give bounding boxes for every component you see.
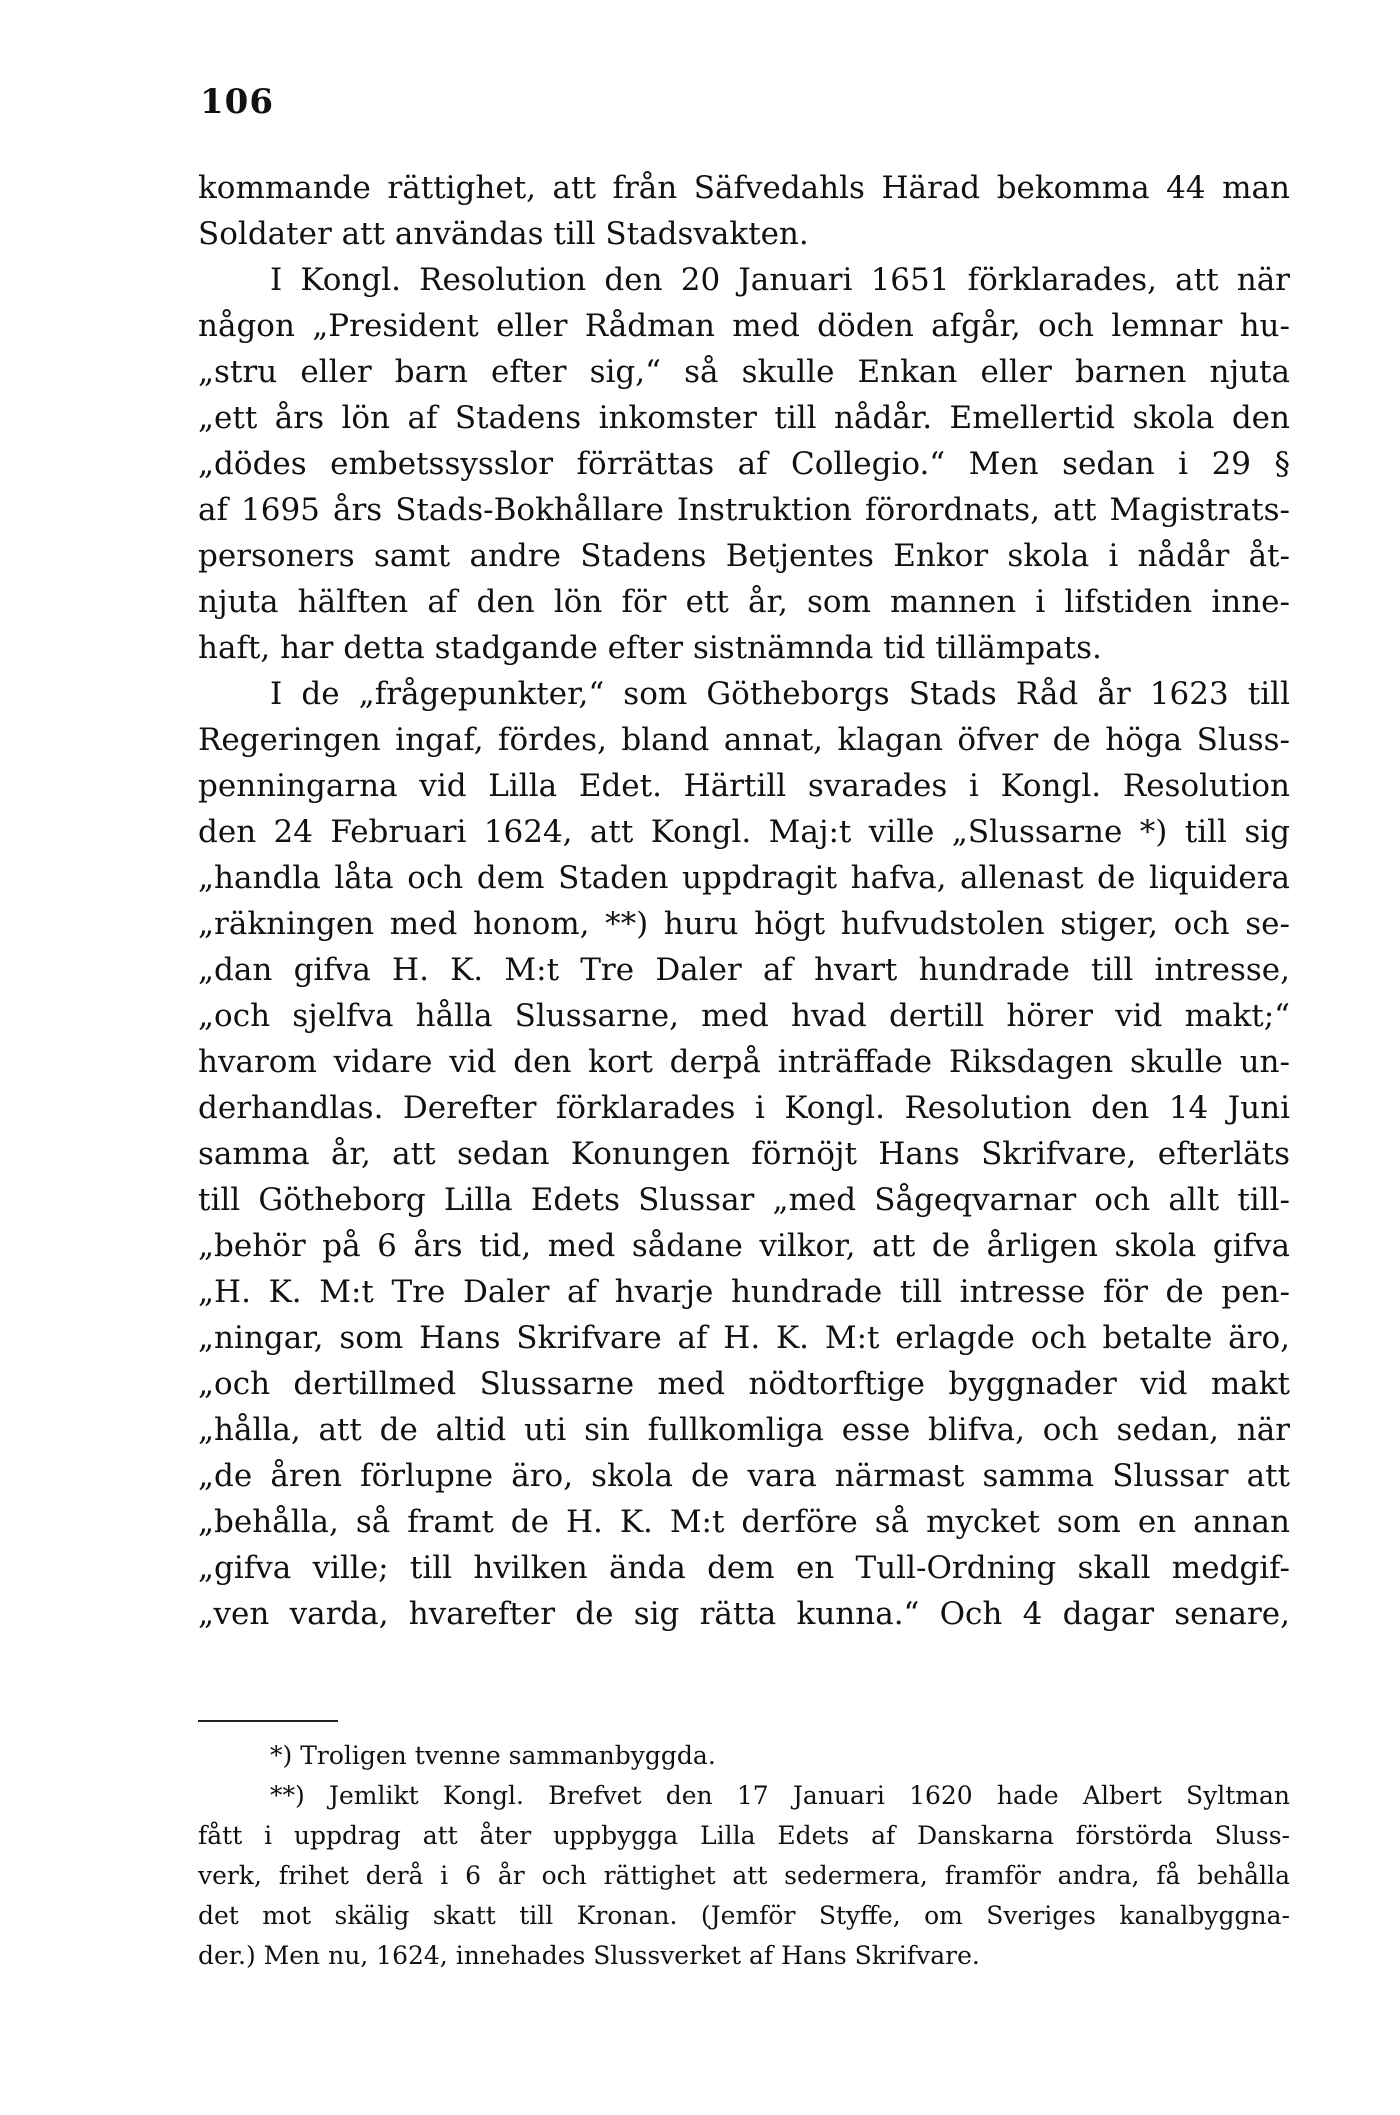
text-line: „de åren förlupne äro, skola de vara närmast samma Slussar att [198, 1458, 1290, 1494]
text-line: hvarom vidare vid den kort derpå inträffade Riksdagen skulle un- [198, 1044, 1290, 1080]
text-line: Regeringen ingaf, fördes, bland annat, klagan öfver de höga Sluss- [198, 722, 1290, 758]
text-line: den 24 Februari 1624, att Kongl. Maj:t ville „Slussarne *) till sig [198, 814, 1290, 850]
footnote-line: **) Jemlikt Kongl. Brefvet den 17 Januari 1620 hade Albert Syltman [270, 1781, 1290, 1810]
text-line: någon „President eller Rådman med döden afgår, och lemnar hu- [198, 308, 1290, 344]
footnote-line: verk, frihet derå i 6 år och rättighet att sedermera, framför andra, få behålla [198, 1861, 1290, 1890]
footnote-line: det mot skälig skatt till Kronan. (Jemför Styffe, om Sveriges kanalbyggna- [198, 1901, 1290, 1930]
footnote-divider [198, 1720, 338, 1722]
text-line: penningarna vid Lilla Edet. Härtill svarades i Kongl. Resolution [198, 768, 1290, 804]
text-line: „handla låta och dem Staden uppdragit hafva, allenast de liquidera [198, 860, 1290, 896]
text-line: till Götheborg Lilla Edets Slussar „med Sågeqvarnar och allt till- [198, 1182, 1290, 1218]
text-line: „dödes embetssysslor förrättas af Collegio.“ Men sedan i 29 § [198, 446, 1290, 482]
text-line: samma år, att sedan Konungen förnöjt Hans Skrifvare, efterläts [198, 1136, 1290, 1172]
text-line: Soldater att användas till Stadsvakten. [198, 216, 809, 252]
text-line: „H. K. M:t Tre Daler af hvarje hundrade till intresse för de pen- [198, 1274, 1290, 1310]
page-number: 106 [200, 82, 274, 122]
text-line: njuta hälften af den lön för ett år, som mannen i lifstiden inne- [198, 584, 1290, 620]
text-line: „hålla, att de altid uti sin fullkomliga esse blifva, och sedan, när [198, 1412, 1290, 1448]
text-line: af 1695 års Stads-Bokhållare Instruktion förordnats, att Magistrats- [198, 492, 1290, 528]
text-line: „behör på 6 års tid, med sådane vilkor, att de årligen skola gifva [198, 1228, 1290, 1264]
main-text-body [198, 165, 1290, 1637]
text-line: „behålla, så framt de H. K. M:t derföre så mycket som en annan [198, 1504, 1290, 1540]
text-line: „gifva ville; till hvilken ända dem en Tull-Ordning skall medgif- [198, 1550, 1290, 1586]
text-line: „räkningen med honom, **) huru högt hufvudstolen stiger, och se- [198, 906, 1290, 942]
text-line: kommande rättighet, att från Säfvedahls Härad bekomma 44 man [198, 170, 1290, 206]
text-line: „och dertillmed Slussarne med nödtorftige byggnader vid makt [198, 1366, 1290, 1402]
paragraph-start-line: I Kongl. Resolution den 20 Januari 1651 förklarades, att när [270, 262, 1290, 298]
text-line: „och sjelfva hålla Slussarne, med hvad dertill hörer vid makt;“ [198, 998, 1290, 1034]
footnote-line: der.) Men nu, 1624, innehades Slussverket af Hans Skrifvare. [198, 1941, 980, 1970]
footnote-line: *) Troligen tvenne sammanbyggda. [270, 1741, 716, 1770]
text-line: „ven varda, hvarefter de sig rätta kunna.“ Och 4 dagar senare, [198, 1596, 1290, 1632]
text-line: haft, har detta stadgande efter sistnämnda tid tillämpats. [198, 630, 1102, 666]
footnote-line: fått i uppdrag att åter uppbygga Lilla Edets af Danskarna förstörda Sluss- [198, 1821, 1290, 1850]
text-line: derhandlas. Derefter förklarades i Kongl. Resolution den 14 Juni [198, 1090, 1290, 1126]
text-line: „dan gifva H. K. M:t Tre Daler af hvart hundrade till intresse, [198, 952, 1290, 988]
text-line: personers samt andre Stadens Betjentes Enkor skola i nådår åt- [198, 538, 1290, 574]
footnotes [198, 1736, 1290, 1976]
text-line: „ett års lön af Stadens inkomster till nådår. Emellertid skola den [198, 400, 1290, 436]
text-line: „stru eller barn efter sig,“ så skulle Enkan eller barnen njuta [198, 354, 1290, 390]
paragraph-start-line: I de „frågepunkter,“ som Götheborgs Stads Råd år 1623 till [270, 676, 1290, 712]
text-line: „ningar, som Hans Skrifvare af H. K. M:t erlagde och betalte äro, [198, 1320, 1290, 1356]
